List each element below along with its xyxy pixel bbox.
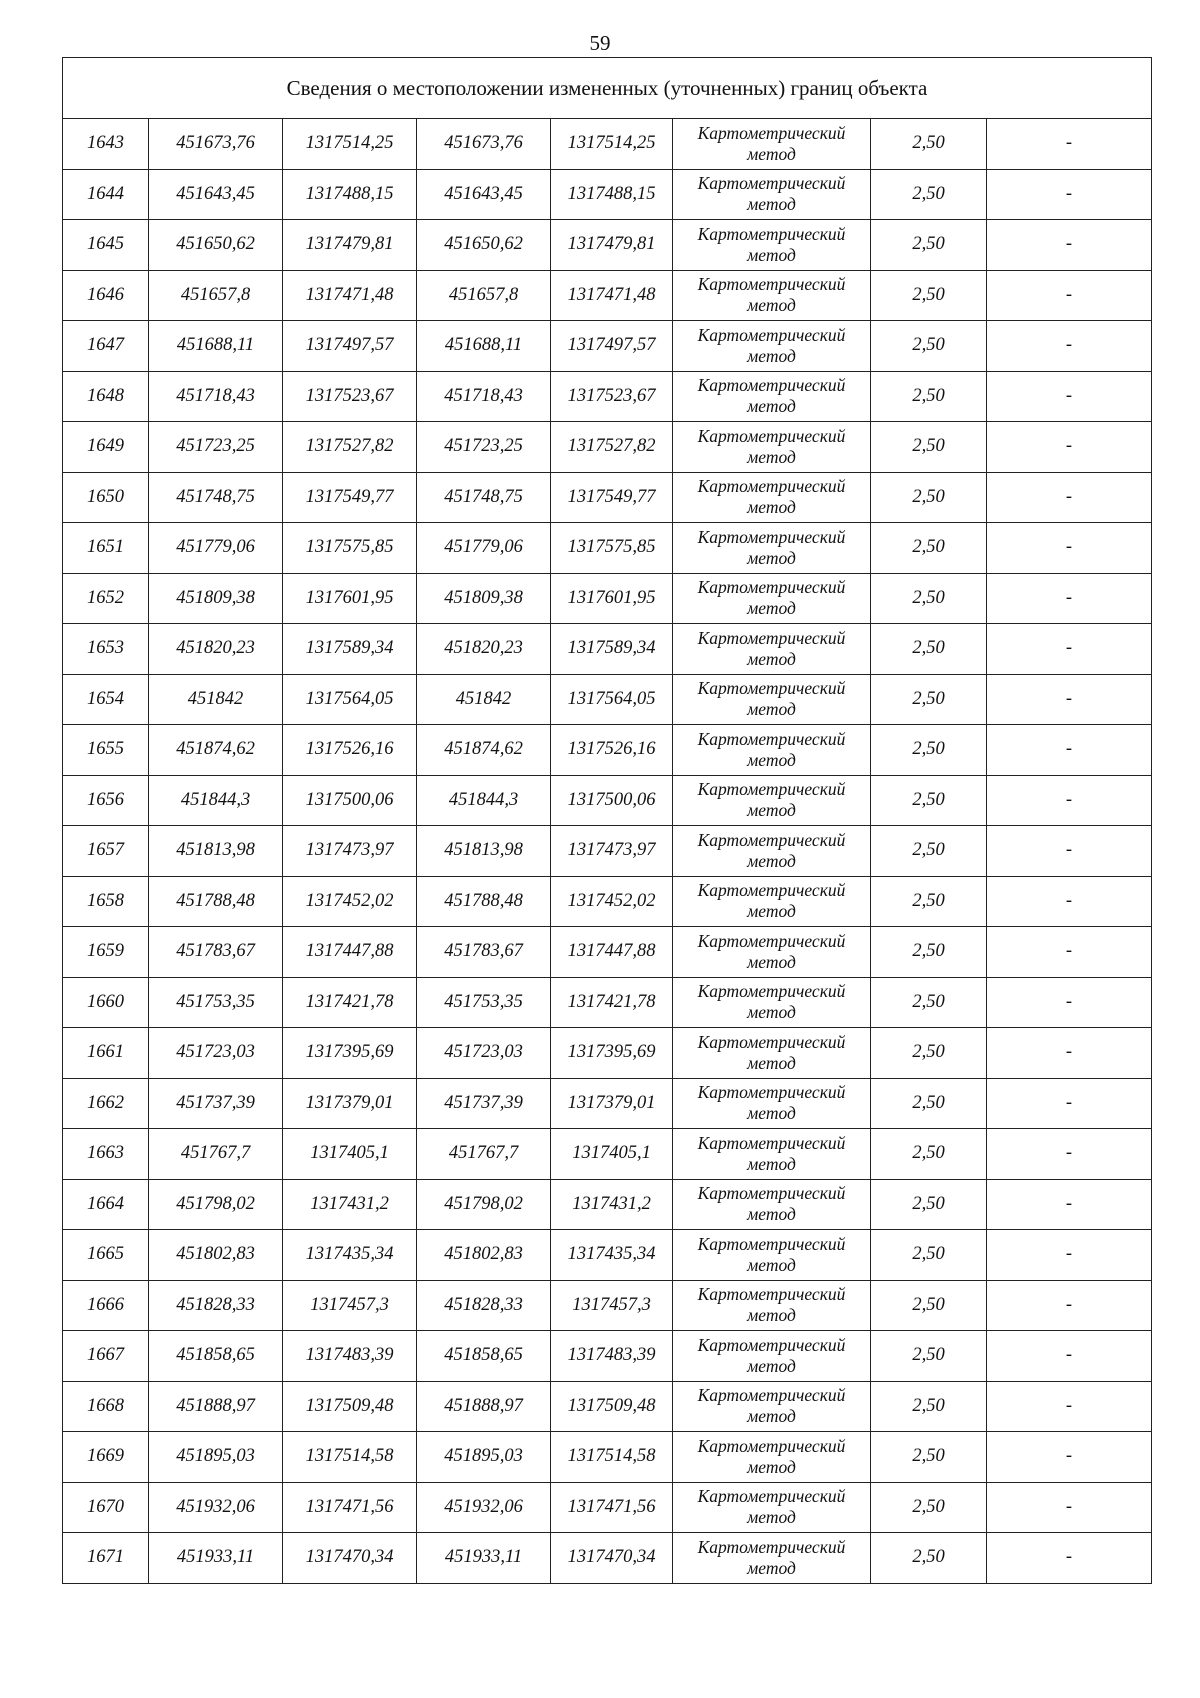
cell-x-existing: 451828,33 [149,1280,283,1331]
cell-x-new: 451820,23 [417,624,551,675]
cell-x-existing: 451895,03 [149,1432,283,1483]
cell-method: Картометрический метод [673,371,871,422]
cell-y-new: 1317589,34 [551,624,673,675]
cell-y-existing: 1317471,56 [283,1482,417,1533]
cell-point-number: 1649 [63,422,149,473]
cell-x-existing: 451842 [149,674,283,725]
cell-y-existing: 1317379,01 [283,1078,417,1129]
cell-x-existing: 451767,7 [149,1129,283,1180]
cell-y-new: 1317457,3 [551,1280,673,1331]
cell-point-number: 1653 [63,624,149,675]
cell-x-new: 451802,83 [417,1230,551,1281]
cell-x-existing: 451673,76 [149,119,283,170]
cell-method: Картометрический метод [673,1028,871,1079]
cell-y-existing: 1317473,97 [283,826,417,877]
table-row [63,422,1152,473]
cell-x-new: 451737,39 [417,1078,551,1129]
cell-y-new: 1317431,2 [551,1179,673,1230]
cell-point-number: 1643 [63,119,149,170]
cell-x-new: 451844,3 [417,775,551,826]
cell-point-number: 1645 [63,220,149,271]
cell-x-existing: 451723,25 [149,422,283,473]
cell-method: Картометрический метод [673,624,871,675]
cell-note: - [987,422,1152,473]
cell-accuracy: 2,50 [871,270,987,321]
cell-method: Картометрический метод [673,1078,871,1129]
cell-method: Картометрический метод [673,119,871,170]
cell-accuracy: 2,50 [871,371,987,422]
table-row [63,1381,1152,1432]
cell-y-existing: 1317575,85 [283,523,417,574]
cell-x-existing: 451813,98 [149,826,283,877]
cell-y-new: 1317471,48 [551,270,673,321]
cell-accuracy: 2,50 [871,1533,987,1584]
cell-x-existing: 451932,06 [149,1482,283,1533]
cell-method: Картометрический метод [673,775,871,826]
cell-x-existing: 451718,43 [149,371,283,422]
cell-x-existing: 451888,97 [149,1381,283,1432]
cell-note: - [987,826,1152,877]
cell-point-number: 1665 [63,1230,149,1281]
cell-y-new: 1317549,77 [551,472,673,523]
cell-y-existing: 1317395,69 [283,1028,417,1079]
cell-accuracy: 2,50 [871,624,987,675]
cell-y-new: 1317527,82 [551,422,673,473]
cell-point-number: 1658 [63,876,149,927]
cell-method: Картометрический метод [673,725,871,776]
cell-accuracy: 2,50 [871,725,987,776]
cell-method: Картометрический метод [673,422,871,473]
table-row [63,1533,1152,1584]
cell-y-existing: 1317470,34 [283,1533,417,1584]
cell-accuracy: 2,50 [871,220,987,271]
cell-method: Картометрический метод [673,876,871,927]
cell-x-new: 451798,02 [417,1179,551,1230]
cell-x-new: 451723,25 [417,422,551,473]
cell-accuracy: 2,50 [871,1331,987,1382]
cell-y-new: 1317514,58 [551,1432,673,1483]
cell-y-existing: 1317564,05 [283,674,417,725]
cell-point-number: 1669 [63,1432,149,1483]
cell-method: Картометрический метод [673,1533,871,1584]
table-row [63,220,1152,271]
cell-method: Картометрический метод [673,1230,871,1281]
cell-note: - [987,1381,1152,1432]
cell-x-existing: 451874,62 [149,725,283,776]
cell-x-existing: 451858,65 [149,1331,283,1382]
cell-x-existing: 451737,39 [149,1078,283,1129]
cell-x-new: 451657,8 [417,270,551,321]
cell-x-new: 451779,06 [417,523,551,574]
cell-note: - [987,1129,1152,1180]
cell-note: - [987,220,1152,271]
cell-x-existing: 451933,11 [149,1533,283,1584]
cell-x-new: 451788,48 [417,876,551,927]
cell-y-new: 1317483,39 [551,1331,673,1382]
cell-method: Картометрический метод [673,826,871,877]
cell-accuracy: 2,50 [871,826,987,877]
cell-y-new: 1317471,56 [551,1482,673,1533]
cell-method: Картометрический метод [673,927,871,978]
cell-y-existing: 1317479,81 [283,220,417,271]
cell-x-new: 451813,98 [417,826,551,877]
coordinates-table [62,57,1152,1584]
cell-x-existing: 451643,45 [149,169,283,220]
cell-note: - [987,674,1152,725]
table-row [63,725,1152,776]
cell-y-existing: 1317471,48 [283,270,417,321]
cell-accuracy: 2,50 [871,169,987,220]
cell-note: - [987,119,1152,170]
table-row [63,775,1152,826]
cell-x-new: 451718,43 [417,371,551,422]
cell-method: Картометрический метод [673,1432,871,1483]
cell-accuracy: 2,50 [871,977,987,1028]
table-row [63,1129,1152,1180]
cell-y-existing: 1317526,16 [283,725,417,776]
cell-accuracy: 2,50 [871,321,987,372]
cell-y-existing: 1317509,48 [283,1381,417,1432]
cell-y-existing: 1317405,1 [283,1129,417,1180]
cell-y-new: 1317379,01 [551,1078,673,1129]
cell-point-number: 1650 [63,472,149,523]
table-row [63,169,1152,220]
cell-point-number: 1655 [63,725,149,776]
table-caption-row [63,58,1152,119]
cell-accuracy: 2,50 [871,422,987,473]
cell-x-existing: 451748,75 [149,472,283,523]
cell-x-existing: 451809,38 [149,573,283,624]
cell-x-existing: 451820,23 [149,624,283,675]
cell-note: - [987,371,1152,422]
cell-point-number: 1646 [63,270,149,321]
cell-note: - [987,1331,1152,1382]
cell-accuracy: 2,50 [871,1179,987,1230]
table-row [63,624,1152,675]
cell-point-number: 1663 [63,1129,149,1180]
cell-y-new: 1317601,95 [551,573,673,624]
cell-accuracy: 2,50 [871,1129,987,1180]
cell-point-number: 1644 [63,169,149,220]
cell-point-number: 1666 [63,1280,149,1331]
cell-x-existing: 451802,83 [149,1230,283,1281]
cell-note: - [987,876,1152,927]
table-row [63,826,1152,877]
cell-point-number: 1662 [63,1078,149,1129]
cell-y-new: 1317497,57 [551,321,673,372]
cell-x-new: 451828,33 [417,1280,551,1331]
cell-method: Картометрический метод [673,1482,871,1533]
cell-note: - [987,1280,1152,1331]
cell-x-existing: 451723,03 [149,1028,283,1079]
table-row [63,927,1152,978]
table-row [63,1432,1152,1483]
table-row [63,1028,1152,1079]
cell-x-existing: 451844,3 [149,775,283,826]
cell-point-number: 1652 [63,573,149,624]
cell-note: - [987,573,1152,624]
cell-y-existing: 1317523,67 [283,371,417,422]
cell-x-new: 451643,45 [417,169,551,220]
cell-y-existing: 1317488,15 [283,169,417,220]
cell-point-number: 1668 [63,1381,149,1432]
cell-x-new: 451933,11 [417,1533,551,1584]
table-row [63,876,1152,927]
cell-y-new: 1317575,85 [551,523,673,574]
cell-note: - [987,1482,1152,1533]
cell-y-existing: 1317589,34 [283,624,417,675]
cell-point-number: 1660 [63,977,149,1028]
table-caption: Сведения о местоположении измененных (уточненных) границ объекта [63,58,1152,119]
cell-y-new: 1317421,78 [551,977,673,1028]
cell-method: Картометрический метод [673,573,871,624]
cell-point-number: 1667 [63,1331,149,1382]
cell-method: Картометрический метод [673,321,871,372]
cell-point-number: 1664 [63,1179,149,1230]
cell-accuracy: 2,50 [871,472,987,523]
cell-accuracy: 2,50 [871,523,987,574]
cell-y-new: 1317488,15 [551,169,673,220]
cell-note: - [987,725,1152,776]
table-row [63,674,1152,725]
cell-y-new: 1317395,69 [551,1028,673,1079]
cell-x-new: 451874,62 [417,725,551,776]
table-row [63,1230,1152,1281]
cell-x-existing: 451688,11 [149,321,283,372]
table-row [63,573,1152,624]
cell-note: - [987,270,1152,321]
cell-accuracy: 2,50 [871,119,987,170]
cell-y-existing: 1317514,58 [283,1432,417,1483]
cell-y-existing: 1317527,82 [283,422,417,473]
cell-x-new: 451767,7 [417,1129,551,1180]
cell-y-existing: 1317500,06 [283,775,417,826]
table-row [63,1331,1152,1382]
cell-x-new: 451688,11 [417,321,551,372]
cell-accuracy: 2,50 [871,876,987,927]
cell-note: - [987,1078,1152,1129]
table-row [63,977,1152,1028]
page-number: 59 [589,31,611,55]
cell-y-existing: 1317421,78 [283,977,417,1028]
table-row [63,523,1152,574]
cell-method: Картометрический метод [673,1179,871,1230]
cell-note: - [987,977,1152,1028]
cell-point-number: 1670 [63,1482,149,1533]
cell-x-new: 451858,65 [417,1331,551,1382]
cell-method: Картометрический метод [673,523,871,574]
cell-point-number: 1647 [63,321,149,372]
cell-x-existing: 451753,35 [149,977,283,1028]
cell-note: - [987,169,1152,220]
cell-y-existing: 1317452,02 [283,876,417,927]
cell-method: Картометрический метод [673,472,871,523]
cell-x-existing: 451657,8 [149,270,283,321]
table-row [63,1280,1152,1331]
cell-x-new: 451842 [417,674,551,725]
cell-y-existing: 1317431,2 [283,1179,417,1230]
cell-note: - [987,1028,1152,1079]
cell-note: - [987,1432,1152,1483]
table-row [63,1179,1152,1230]
cell-x-new: 451650,62 [417,220,551,271]
cell-y-new: 1317473,97 [551,826,673,877]
cell-point-number: 1661 [63,1028,149,1079]
cell-accuracy: 2,50 [871,1078,987,1129]
cell-y-new: 1317500,06 [551,775,673,826]
table-row [63,1482,1152,1533]
cell-x-new: 451932,06 [417,1482,551,1533]
cell-note: - [987,775,1152,826]
cell-y-new: 1317405,1 [551,1129,673,1180]
cell-y-new: 1317435,34 [551,1230,673,1281]
cell-accuracy: 2,50 [871,1482,987,1533]
cell-y-new: 1317514,25 [551,119,673,170]
cell-y-existing: 1317497,57 [283,321,417,372]
cell-method: Картометрический метод [673,1280,871,1331]
cell-note: - [987,1230,1152,1281]
cell-y-new: 1317447,88 [551,927,673,978]
cell-note: - [987,927,1152,978]
cell-x-existing: 451650,62 [149,220,283,271]
cell-accuracy: 2,50 [871,927,987,978]
cell-y-new: 1317452,02 [551,876,673,927]
cell-accuracy: 2,50 [871,775,987,826]
cell-x-new: 451895,03 [417,1432,551,1483]
cell-note: - [987,321,1152,372]
cell-accuracy: 2,50 [871,674,987,725]
cell-y-new: 1317509,48 [551,1381,673,1432]
cell-note: - [987,1179,1152,1230]
cell-accuracy: 2,50 [871,1381,987,1432]
cell-note: - [987,523,1152,574]
cell-method: Картометрический метод [673,977,871,1028]
cell-point-number: 1651 [63,523,149,574]
cell-point-number: 1657 [63,826,149,877]
cell-note: - [987,472,1152,523]
cell-y-new: 1317526,16 [551,725,673,776]
cell-method: Картометрический метод [673,1129,871,1180]
cell-y-new: 1317564,05 [551,674,673,725]
cell-x-new: 451809,38 [417,573,551,624]
cell-y-new: 1317470,34 [551,1533,673,1584]
cell-x-new: 451748,75 [417,472,551,523]
cell-method: Картометрический метод [673,674,871,725]
cell-x-new: 451723,03 [417,1028,551,1079]
cell-y-existing: 1317514,25 [283,119,417,170]
table-row [63,1078,1152,1129]
cell-x-existing: 451783,67 [149,927,283,978]
cell-point-number: 1656 [63,775,149,826]
table-row [63,472,1152,523]
cell-point-number: 1671 [63,1533,149,1584]
cell-x-existing: 451779,06 [149,523,283,574]
cell-x-new: 451753,35 [417,977,551,1028]
cell-x-existing: 451788,48 [149,876,283,927]
cell-x-new: 451783,67 [417,927,551,978]
cell-note: - [987,624,1152,675]
cell-accuracy: 2,50 [871,1028,987,1079]
cell-y-existing: 1317457,3 [283,1280,417,1331]
cell-note: - [987,1533,1152,1584]
cell-y-existing: 1317435,34 [283,1230,417,1281]
cell-method: Картометрический метод [673,169,871,220]
cell-accuracy: 2,50 [871,1432,987,1483]
cell-accuracy: 2,50 [871,573,987,624]
cell-method: Картометрический метод [673,270,871,321]
cell-method: Картометрический метод [673,1331,871,1382]
cell-x-new: 451673,76 [417,119,551,170]
cell-x-new: 451888,97 [417,1381,551,1432]
cell-method: Картометрический метод [673,1381,871,1432]
cell-point-number: 1659 [63,927,149,978]
cell-accuracy: 2,50 [871,1230,987,1281]
table-row [63,371,1152,422]
table-row [63,321,1152,372]
cell-y-existing: 1317483,39 [283,1331,417,1382]
table-row [63,119,1152,170]
cell-y-new: 1317479,81 [551,220,673,271]
table-row [63,270,1152,321]
cell-method: Картометрический метод [673,220,871,271]
cell-point-number: 1654 [63,674,149,725]
cell-accuracy: 2,50 [871,1280,987,1331]
cell-y-existing: 1317601,95 [283,573,417,624]
cell-y-new: 1317523,67 [551,371,673,422]
cell-y-existing: 1317447,88 [283,927,417,978]
cell-point-number: 1648 [63,371,149,422]
cell-y-existing: 1317549,77 [283,472,417,523]
cell-x-existing: 451798,02 [149,1179,283,1230]
